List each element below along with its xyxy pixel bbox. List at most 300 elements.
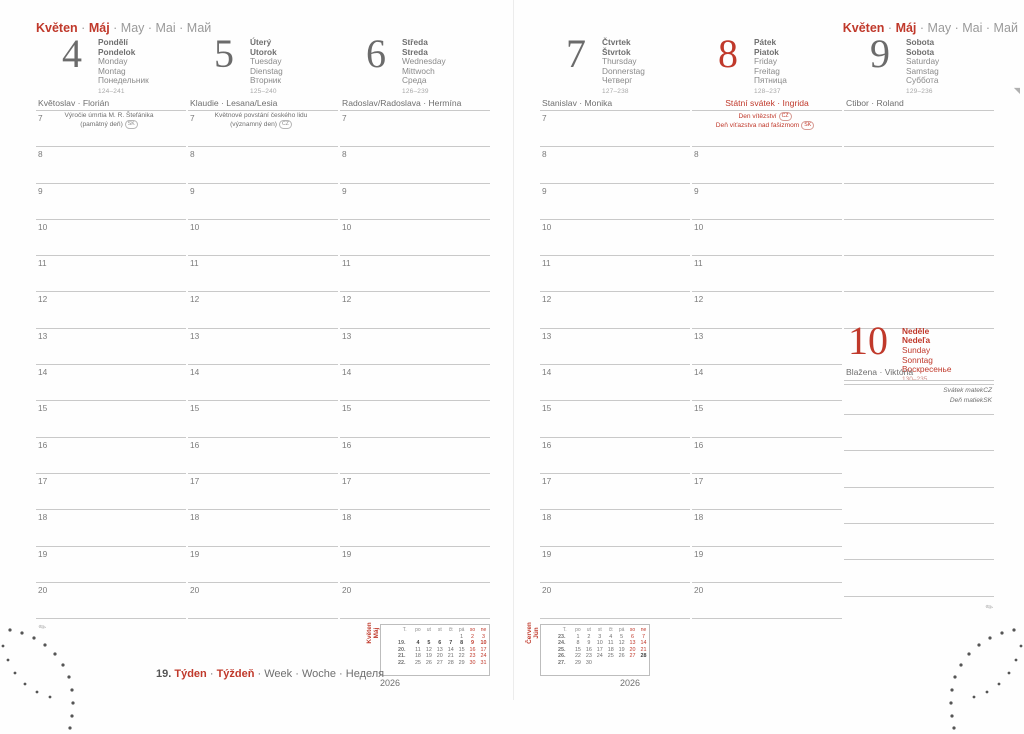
mini-week-row [557,653,649,660]
hour-label-8: 8 [38,149,43,160]
mini-col-fri: pá [458,627,465,633]
hour-row-14[interactable] [692,365,842,401]
mini-day: 13 [629,640,636,647]
event-flag-sk: SK [125,120,138,129]
mini-calendar-june-table [557,627,649,667]
mini-day: 24 [596,653,603,660]
hour-row-18[interactable] [36,510,186,546]
mini-day: 3 [482,633,485,640]
mini-day: 2 [471,633,475,640]
mini-label-sk: Jún [533,627,541,639]
weekday-de-10: Sonntag [902,354,933,365]
hour-row-14[interactable] [36,365,186,401]
weekday-de-8: Freitag [754,65,780,76]
hour-label-20: 20 [542,584,552,595]
hour-label-14: 14 [542,367,552,378]
mini-day: 20 [629,646,636,653]
mini-col-fri: pá [618,627,625,633]
hour-row-9[interactable] [340,184,490,220]
hour-label-16: 16 [694,439,704,450]
hour-label-20: 20 [190,584,200,595]
hour-row-20[interactable] [188,583,338,619]
nameday-4: Květoslav · Florián [36,96,186,111]
day-number-8: 8 [718,31,738,76]
weekday-sk-4: Pondelok [98,46,136,57]
hour-label-19: 19 [542,548,552,559]
mini-day: 4 [609,633,613,640]
spiral-corner-left [0,624,120,734]
free-row-4[interactable] [844,524,994,560]
mini-week-row [557,640,649,647]
event-line-1: Květnové povstání českého lidu [214,112,308,119]
hour-label-18: 18 [342,512,352,523]
hour-row-12[interactable] [340,292,490,328]
hour-row-18[interactable] [188,510,338,546]
mini-week-number: 20. [398,646,406,653]
hour-row-17[interactable] [692,474,842,510]
hour-label-9: 9 [190,185,195,196]
mini-day: 2 [587,633,591,640]
day-column-7[interactable] [540,31,690,619]
hour-grid-5[interactable] [188,111,338,655]
day-of-year-9: 129–236 [906,87,933,95]
mini-day: 14 [640,640,647,647]
hour-label-17: 17 [38,475,48,486]
mini-week-number: 21. [398,653,406,660]
day-number-7: 7 [566,31,586,76]
hour-row-7[interactable] [844,111,994,147]
pencil-icon: ✎ [983,600,996,613]
free-row-5[interactable] [844,560,994,596]
event-line-2: Deň víťazstva nad fašizmom SK [690,121,840,130]
hour-row-12[interactable] [692,292,842,328]
month-name-sk: Máj [88,21,110,35]
day-column-4[interactable] [36,31,186,655]
mini-week-row [397,660,489,667]
weekday-cz-9: Sobota [906,37,935,47]
mini-day: 17 [480,646,487,653]
nameday-10: Blažena · Viktória [844,365,994,381]
mini-week-row [557,647,649,654]
hour-label-16: 16 [342,439,352,450]
mini-day [434,634,445,641]
hour-label-10: 10 [694,221,704,232]
hour-row-12[interactable] [36,292,186,328]
event-flag-cz: CZ [279,120,292,129]
mini-col-wed: st [597,627,602,633]
hour-row-8[interactable] [692,147,842,183]
hour-row-9[interactable] [692,184,842,220]
hour-row-12[interactable] [540,292,690,328]
mini-week-number: 27. [558,659,566,666]
mini-label-cz: Květen [366,622,373,644]
day-of-year-7: 127–238 [602,87,629,95]
mini-day [616,660,627,667]
mini-day: 25 [607,653,614,660]
hour-row-10[interactable] [340,220,490,256]
weekday-ru-8: Пятница [754,75,787,86]
weekday-sk-9: Sobota [906,46,935,57]
hour-grid-9-10[interactable] [844,111,994,633]
mini-col-thu: čt [608,627,613,633]
day-column-9-10[interactable] [844,31,996,633]
hour-label-17: 17 [694,475,704,486]
hour-row-13[interactable] [540,329,690,365]
hour-label-12: 12 [38,294,48,305]
hour-row-19[interactable] [692,547,842,583]
weekday-ru-9: Суббота [906,75,939,86]
hour-label-10: 10 [190,221,200,232]
spiral-corner-right [904,624,1024,734]
day-weekday-names-5 [250,38,283,97]
mini-day: 5 [620,633,624,640]
hour-row-18[interactable] [340,510,490,546]
hour-label-20: 20 [38,584,48,595]
weekday-en-10: Sunday [902,344,931,355]
mini-day: 8 [576,640,580,647]
hour-row-14[interactable] [340,365,490,401]
mini-week-row [557,634,649,641]
hour-grid-4[interactable] [36,111,186,655]
day-of-year-10: 130–235 [902,375,928,383]
day-weekday-names-9 [906,38,939,97]
mini-day: 23 [469,653,476,660]
hour-row-15[interactable] [692,401,842,437]
hour-row-12[interactable] [188,292,338,328]
mini-day [605,660,616,667]
hour-row-20[interactable] [340,583,490,619]
mini-day: 15 [458,646,465,653]
mini-day: 18 [607,646,614,653]
mini-week-row [397,640,489,647]
mini-day: 20 [436,653,443,660]
page-corner-marker: ◥ [1013,86,1020,95]
weekday-en-9: Saturday [906,56,940,67]
hour-label-10: 10 [38,221,48,232]
month-name-cz: Květen [36,21,78,35]
day-header-6 [340,31,490,96]
weekday-sk-10: Nedeľa [902,335,931,346]
hour-label-19: 19 [38,548,48,559]
hour-row-17[interactable] [540,474,690,510]
mini-day: 15 [574,646,581,653]
hour-row-16[interactable] [692,438,842,474]
free-row-1[interactable] [844,415,994,451]
weekday-de-5: Dienstag [250,65,283,76]
month-sep-1: · [81,21,86,35]
hour-label-19: 19 [694,548,704,559]
event-note-10 [842,386,992,405]
mini-week-number: 19. [398,640,406,647]
hour-row-18[interactable] [692,510,842,546]
event-note-5 [186,112,336,129]
weekday-cz-10: Neděle [902,325,930,336]
mini-day: 7 [642,633,645,640]
nameday-5: Klaudie · Lesana/Lesia [188,96,338,111]
hour-label-8: 8 [542,149,547,160]
hour-row-8[interactable] [844,147,994,183]
hour-label-9: 9 [38,185,43,196]
day-header-8 [692,31,842,96]
hour-row-7[interactable] [188,111,338,147]
hour-grid-7[interactable] [540,111,690,619]
mini-day: 12 [618,640,625,647]
weekday-sk-7: Štvrtok [602,46,631,57]
hour-row-15[interactable] [188,401,338,437]
mini-day: 22 [458,653,465,660]
hour-row-7[interactable] [540,111,690,147]
hour-row-9[interactable] [36,184,186,220]
hour-label-7: 7 [542,113,547,123]
day-column-6[interactable] [340,31,490,619]
hour-row-16[interactable] [36,438,186,474]
hour-row-20[interactable] [692,583,842,619]
hour-row-17[interactable] [36,474,186,510]
hour-label-13: 13 [342,330,352,341]
mini-day: 22 [574,653,581,660]
day-column-5[interactable] [188,31,338,655]
mini-day: 21 [640,646,647,653]
day-number-10: 10 [848,317,888,363]
event-line-1: Výročie úmrtia M. R. Štefánika [64,112,154,119]
hour-row-11[interactable] [692,256,842,292]
hour-row-7[interactable] [692,111,842,147]
hour-row-16[interactable] [540,438,690,474]
weekday-sk-6: Streda [402,46,428,57]
mini-day: 13 [436,646,443,653]
hour-row-19[interactable] [340,547,490,583]
hour-label-16: 16 [542,439,552,450]
week-footer: 19. Týden · Týždeň · Week · Woche · Неделя [156,668,385,680]
hour-label-17: 17 [542,475,552,486]
hour-row-19[interactable] [540,547,690,583]
hour-label-17: 17 [342,475,352,486]
mini-calendar-may-table [397,627,489,667]
mini-day [412,634,423,641]
page-gutter [513,0,514,700]
hour-label-13: 13 [38,330,48,341]
mini-day: 5 [427,640,431,647]
hour-row-11[interactable] [36,256,186,292]
mini-day: 24 [480,653,487,660]
hour-row-17[interactable] [188,474,338,510]
mini-day: 1 [460,633,464,640]
hour-row-10[interactable] [844,220,994,256]
mini-week-row [397,634,489,641]
weekday-en-4: Monday [98,56,128,67]
hour-label-19: 19 [190,548,200,559]
hour-label-12: 12 [542,294,552,305]
weekday-en-5: Tuesday [250,56,282,67]
hour-row-15[interactable] [540,401,690,437]
hour-row-13[interactable] [36,329,186,365]
hour-row-9[interactable] [540,184,690,220]
hour-grid-8[interactable] [692,111,842,619]
hour-label-11: 11 [694,258,703,269]
month-names-other: · May · Mai · Май [113,21,212,35]
hour-label-15: 15 [38,403,48,414]
mini-day [594,660,605,667]
mini-calendar-june[interactable] [526,622,650,676]
year-label-right: 2026 [620,678,641,688]
mini-header-row [557,627,649,634]
hour-row-8[interactable] [188,147,338,183]
mini-calendar-june-label [526,610,541,656]
hour-row-11[interactable] [844,256,994,292]
hour-grid-6[interactable] [340,111,490,619]
mini-week-number: 24. [558,640,566,647]
mini-day: 14 [447,646,454,653]
mini-col-wed: st [437,627,442,633]
hour-row-8[interactable] [36,147,186,183]
hour-row-13[interactable] [188,329,338,365]
mini-calendar-may[interactable] [366,622,490,676]
weekday-ru-6: Среда [402,75,427,86]
hour-row-14[interactable] [188,365,338,401]
mini-day: 19 [425,653,432,660]
hour-label-11: 11 [38,258,47,269]
hour-row-17[interactable] [340,474,490,510]
hour-row-8[interactable] [340,147,490,183]
mini-col-sun: ne [480,627,487,633]
hour-row-10[interactable] [692,220,842,256]
event-flag-sk: SK [801,121,814,130]
hour-row-11[interactable] [188,256,338,292]
event-flag-cz: CZ [983,387,992,395]
hour-label-12: 12 [190,294,200,305]
hour-row-7[interactable] [340,111,490,147]
day-header-5 [188,31,338,96]
mini-day: 19 [618,646,625,653]
free-row-3[interactable] [844,488,994,524]
mini-col-thu: čt [448,627,453,633]
mini-day: 1 [576,633,580,640]
hour-row-14[interactable] [540,365,690,401]
weekday-ru-7: Четверг [602,75,633,86]
mini-day: 9 [587,640,591,647]
hour-label-9: 9 [542,185,547,196]
day-column-8[interactable] [692,31,842,619]
day-weekday-names-8 [754,38,787,97]
hour-row-9[interactable] [844,184,994,220]
mini-week-number: 22. [398,659,406,666]
hour-label-8: 8 [342,149,347,160]
hour-row-16[interactable] [340,438,490,474]
mini-day: 8 [460,640,464,647]
mini-day: 10 [596,640,603,647]
event-line-2: (významný den) CZ [186,120,336,129]
mini-day: 28 [447,659,454,666]
day-header-7 [540,31,690,96]
hour-row-11[interactable] [340,256,490,292]
hour-label-14: 14 [342,367,352,378]
day-of-year-6: 126–239 [402,87,429,95]
hour-row-15[interactable] [340,401,490,437]
event-note-4 [34,112,184,129]
hour-label-11: 11 [542,258,551,269]
hour-row-13[interactable] [692,329,842,365]
mini-day: 26 [425,659,432,666]
month-name-sk: Máj [895,21,917,35]
mini-week-row [397,653,489,660]
day-number-6: 6 [366,31,386,76]
hour-label-8: 8 [694,149,699,160]
mini-calendar-may-label [366,610,381,656]
week-number: 19. [156,668,172,680]
mini-day: 27 [629,653,636,660]
mini-week-number: 26. [558,653,566,660]
weekday-ru-5: Вторник [250,75,282,86]
mini-day: 6 [631,633,635,640]
hour-row-10[interactable] [188,220,338,256]
weekday-en-7: Thursday [602,56,637,67]
hour-row-9[interactable] [188,184,338,220]
hour-label-7: 7 [342,113,347,123]
mini-col-sat: so [629,627,636,633]
weekday-de-6: Mittwoch [402,65,435,76]
hour-row-20[interactable] [540,583,690,619]
hour-row-18[interactable] [540,510,690,546]
event-line-2: Deň matiekSK [949,396,992,404]
mini-day: 9 [471,640,475,647]
free-row-2[interactable] [844,451,994,487]
mini-day: 11 [415,646,421,653]
hour-row-10[interactable] [540,220,690,256]
mini-day: 3 [598,633,602,640]
weekday-cz-7: Čtvrtek [602,37,631,47]
weekday-cz-8: Pátek [754,37,777,47]
hour-row-8[interactable] [540,147,690,183]
mini-day: 29 [458,659,465,666]
day-number-4: 4 [62,31,82,76]
hour-row-7[interactable] [36,111,186,147]
day-weekday-names-6 [402,38,446,97]
hour-row-20[interactable] [36,583,186,619]
event-line-2: (pamätný deň) SK [34,120,184,129]
hour-label-15: 15 [190,403,200,414]
hour-row-15[interactable] [36,401,186,437]
hour-label-18: 18 [694,512,704,523]
weekday-en-8: Friday [754,56,778,67]
hour-label-17: 17 [190,475,200,486]
mini-col-week: T. [562,627,567,633]
hour-label-14: 14 [38,367,48,378]
hour-label-13: 13 [542,330,552,341]
weekday-ru-4: Понедельник [98,75,149,86]
mini-day: 28 [640,653,647,660]
day-number-5: 5 [214,31,234,76]
hour-label-10: 10 [542,221,552,232]
notes-row[interactable] [188,619,338,655]
hour-row-19[interactable] [188,547,338,583]
mini-day: 30 [469,659,476,666]
mini-day: 27 [436,659,443,666]
hour-row-13[interactable] [340,329,490,365]
weekday-de-7: Donnerstag [602,65,645,76]
mini-col-mon: po [575,627,581,633]
hour-row-10[interactable] [36,220,186,256]
mini-day: 6 [438,640,442,647]
hour-row-19[interactable] [36,547,186,583]
hour-label-9: 9 [342,185,347,196]
month-sep-1: · [887,21,893,35]
hour-label-15: 15 [694,403,704,414]
hour-row-11[interactable] [540,256,690,292]
hour-row-16[interactable] [188,438,338,474]
mini-col-sun: ne [640,627,647,633]
hour-label-14: 14 [190,367,200,378]
hour-label-7: 7 [190,113,195,123]
